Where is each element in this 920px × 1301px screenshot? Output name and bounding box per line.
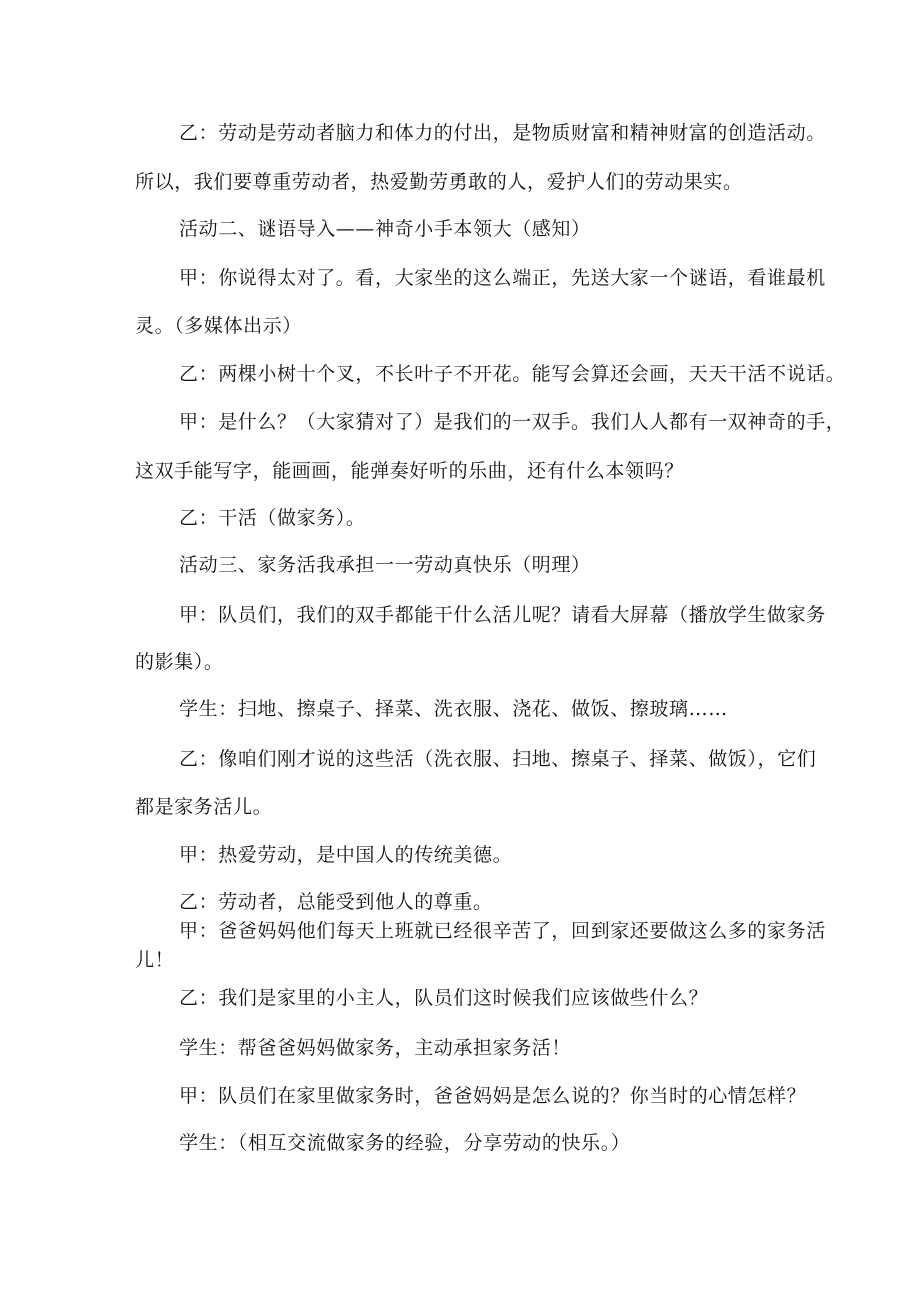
paragraph-line: 学生：帮爸爸妈妈做家务，主动承担家务活！ <box>179 1037 572 1059</box>
paragraph-line: 甲：是什么？（大家猜对了）是我们的一双手。我们人人都有一双神奇的手， <box>179 411 846 433</box>
paragraph-line: 乙：干活（做家务）。 <box>179 507 366 529</box>
paragraph-line: 灵。（多媒体出示） <box>135 315 302 337</box>
paragraph-line: 都是家务活儿。 <box>135 796 273 818</box>
paragraph-line: 乙：我们是家里的小主人，队员们这时候我们应该做些什么？ <box>179 987 709 1009</box>
paragraph-line: 儿！ <box>135 949 175 971</box>
paragraph-line: 乙：劳动者，总能受到他人的尊重。 <box>179 891 493 913</box>
section-heading: 活动三、家务活我承担一一劳动真快乐（明理） <box>179 554 591 576</box>
paragraph-line: 乙：两棵小树十个叉，不长叶子不开花。能写会算还会画，天天干活不说话。 <box>179 363 846 385</box>
paragraph-line: 乙：劳动是劳动者脑力和体力的付出，是物质财富和精神财富的创造活动。 <box>179 122 826 144</box>
paragraph-line: 学生：扫地、擦桌子、择菜、洗衣服、浇花、做饭、擦玻璃…… <box>179 698 728 720</box>
paragraph-line: 所以，我们要尊重劳动者，热爱勤劳勇敢的人，爱护人们的劳动果实。 <box>135 171 743 193</box>
paragraph-line: 甲：队员们，我们的双手都能干什么活儿呢？请看大屏幕（播放学生做家务 <box>179 604 826 626</box>
paragraph-line: 的影集）。 <box>135 651 224 673</box>
paragraph-line: 甲：队员们在家里做家务时，爸爸妈妈是怎么说的？你当时的心情怎样？ <box>179 1085 807 1107</box>
paragraph-line: 这双手能写字，能画画，能弹奏好听的乐曲，还有什么本领吗？ <box>135 460 684 482</box>
paragraph-line: 甲：你说得太对了。看，大家坐的这么端正，先送大家一个谜语，看谁最机 <box>179 267 826 289</box>
section-heading: 活动二、谜语导入——神奇小手本领大（感知） <box>179 218 591 240</box>
paragraph-line: 学生：（相互交流做家务的经验，分享劳动的快乐。） <box>179 1132 631 1154</box>
paragraph-line: 甲：热爱劳动，是中国人的传统美德。 <box>179 844 513 866</box>
paragraph-line: 甲：爸爸妈妈他们每天上班就已经很辛苦了，回到家还要做这么多的家务活 <box>179 920 826 942</box>
paragraph-line: 乙：像咱们刚才说的这些活（洗衣服、扫地、擦桌子、择菜、做饭），它们 <box>179 748 817 770</box>
